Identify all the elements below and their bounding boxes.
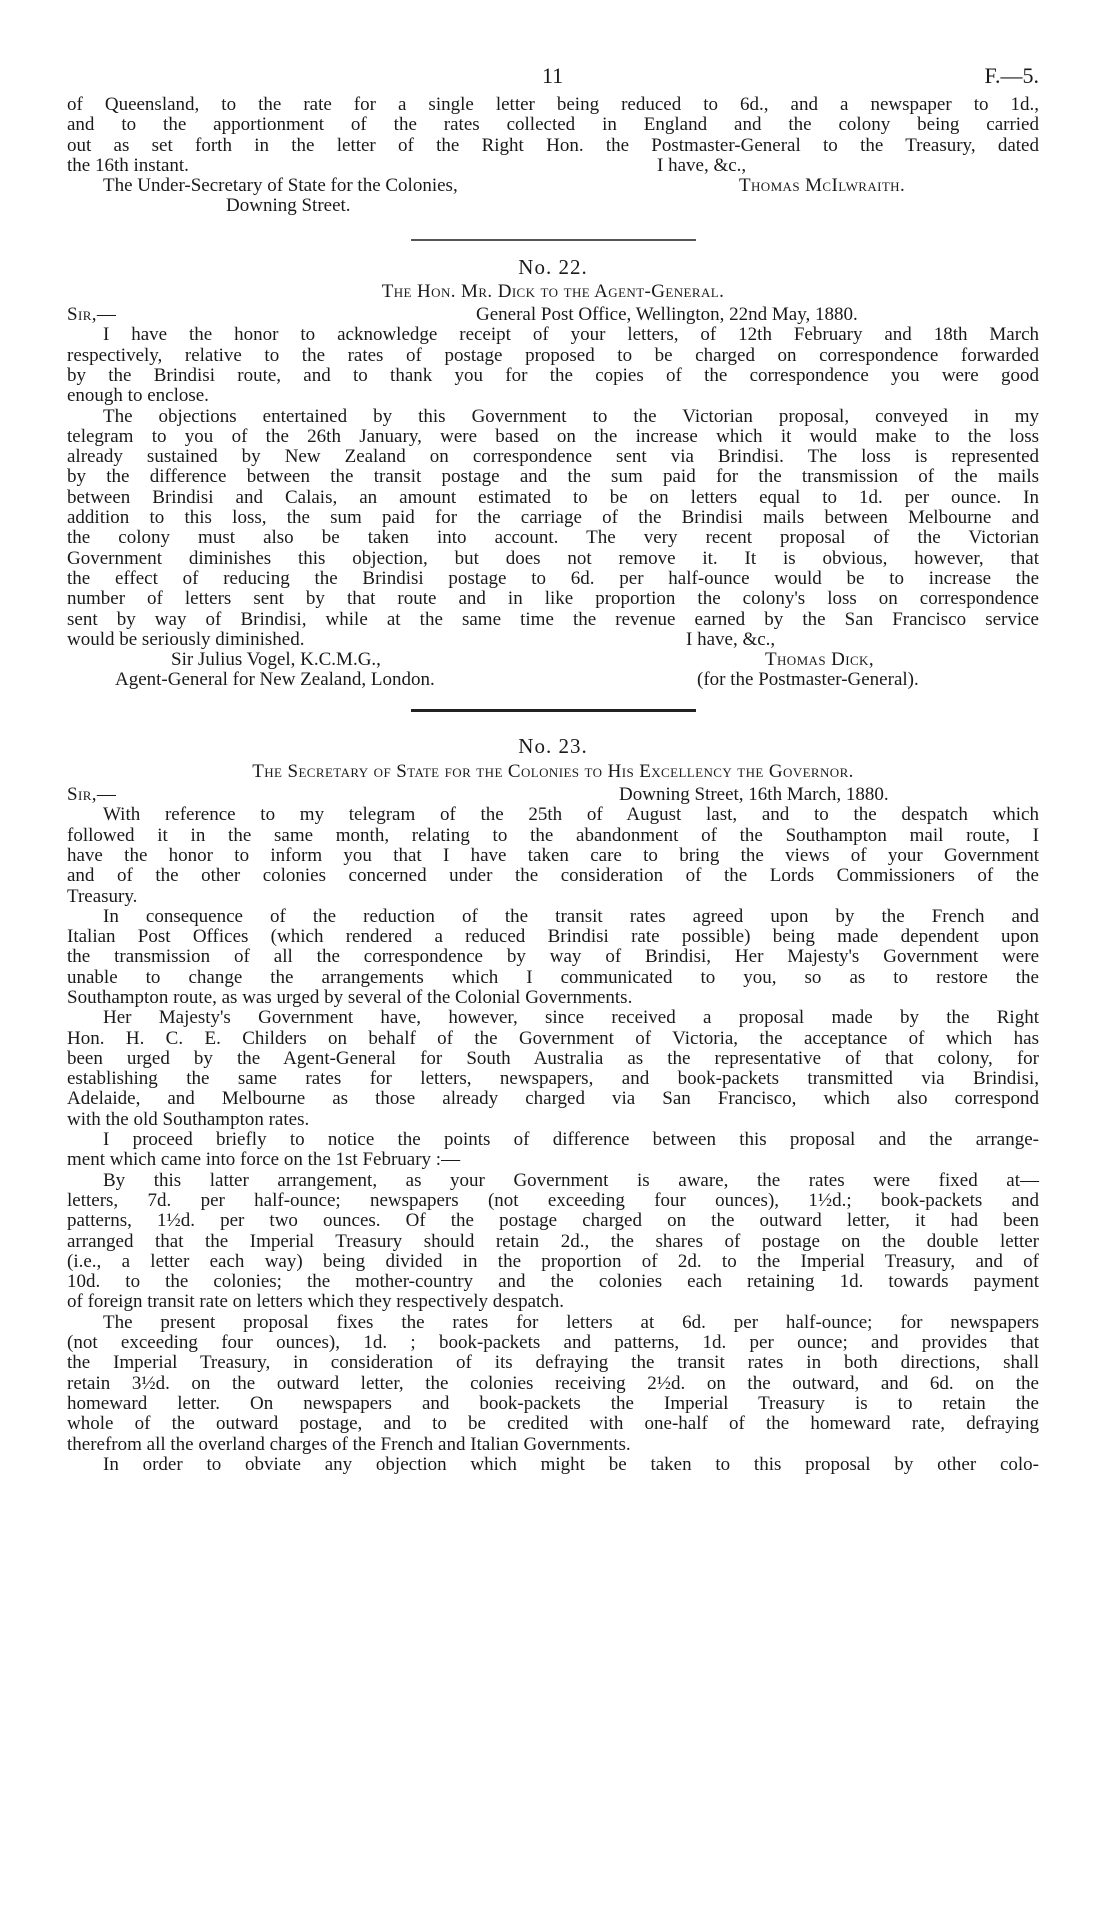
closing-formula: I have, &c., [686, 628, 776, 650]
text-line: followed it in the same month, relating to the abandonment of the Southampton mail route, I [67, 824, 1039, 846]
text-line: addition to this loss, the sum paid for the carriage of the Brindisi mails between Melbourne and [67, 507, 1039, 529]
text-line: The objections entertained by this Government to the Victorian proposal, conveyed in my [103, 405, 1039, 427]
text-line: number of letters sent by that route and in like proportion the colony's loss on correspondence [67, 588, 1039, 610]
text-line: Italian Post Offices (which rendered a reduced Brindisi rate possible) being made dependent upon [67, 926, 1039, 948]
section-divider [411, 709, 696, 712]
text-line: 10d. to the colonies; the mother-country and the colonies each retaining 1d. towards payment [67, 1271, 1039, 1293]
section-divider [411, 239, 696, 241]
text-line: out as set forth in the letter of the Right Hon. the Postmaster-General to the Treasury, dated [67, 134, 1039, 156]
salutation: Sir,— [67, 304, 117, 326]
text-line: I have the honor to acknowledge receipt of your letters, of 12th February and 18th March [103, 324, 1039, 346]
text-line: the 16th instant. [67, 154, 189, 176]
text-line: would be seriously diminished. [67, 628, 305, 650]
address-row [67, 670, 1039, 690]
text-line: Her Majesty's Government have, however, since received a proposal made by the Right [103, 1007, 1039, 1029]
text-line: In consequence of the reduction of the transit rates agreed upon by the French and [103, 905, 1039, 927]
signatory-capacity: (for the Postmaster-General). [697, 669, 919, 691]
text-line: by the Brindisi route, and to thank you for the copies of the correspondence you were good [67, 364, 1039, 386]
page-content [67, 55, 1039, 1475]
text-line: the transmission of all the correspondence by way of Brindisi, Her Majesty's Government were [67, 946, 1039, 968]
text-line: arranged that the Imperial Treasury should retain 2d., the shares of postage on the double letter [67, 1230, 1039, 1252]
page-number: 11 [542, 63, 564, 88]
closing-row [67, 156, 1039, 176]
text-line: letters, 7d. per half-ounce; newspapers (not exceeding four ounces), 1½d.; book-packets and [67, 1189, 1039, 1211]
text-line: Government diminishes this objection, but does not remove it. It is obvious, however, that [67, 547, 1039, 569]
text-line: establishing the same rates for letters, newspapers, and book-packets transmitted via Brindisi, [67, 1068, 1039, 1090]
text-line: patterns, 1½d. per two ounces. Of the postage charged on the outward letter, it had been [67, 1210, 1039, 1232]
text-line: retain 3½d. on the outward letter, the colonies receiving 2½d. on the outward, and 6d. on the [67, 1372, 1039, 1394]
text-line: and of the other colonies concerned under the consideration of the Lords Commissioners of the [67, 865, 1039, 887]
text-line: of foreign transit rate on letters which they respectively despatch. [67, 1291, 564, 1313]
text-line: the colony must also be taken into account. The very recent proposal of the Victorian [67, 527, 1039, 549]
text-line: and to the apportionment of the rates collected in England and the colony being carried [67, 114, 1039, 136]
text-line: between Brindisi and Calais, an amount estimated to be on letters equal to 1d. per ounce. In [67, 486, 1039, 508]
page-header [67, 55, 1039, 93]
signatory: Thomas McIlwraith. [739, 175, 906, 197]
text-line: unable to change the arrangements which I communicated to you, so as to restore the [67, 966, 1039, 988]
text-line: whole of the outward postage, and to be credited with one-half of the homeward rate, defraying [67, 1413, 1039, 1435]
letter-number: No. 23. [518, 733, 588, 758]
continuation-letter [67, 95, 1039, 217]
text-line: homeward letter. On newspapers and book-packets the Imperial Treasury is to retain the [67, 1392, 1039, 1414]
text-line: respectively, relative to the rates of postage proposed to be charged on correspondence forwarded [67, 344, 1039, 366]
text-line: (i.e., a letter each way) being divided in the proportion of 2d. to the Imperial Treasury, and of [67, 1250, 1039, 1272]
text-line: have the honor to inform you that I have taken care to bring the views of your Government [67, 844, 1039, 866]
letter-no-22 [67, 255, 1039, 691]
text-line: sent by way of Brindisi, while at the same time the revenue earned by the San Francisco service [67, 608, 1039, 630]
letter-heading: The Hon. Mr. Dick to the Agent-General. [381, 280, 725, 302]
text-line: been urged by the Agent-General for South Australia as the representative of that colony, for [67, 1047, 1039, 1069]
text-line: Hon. H. C. E. Childers on behalf of the Government of Victoria, the acceptance of which has [67, 1027, 1039, 1049]
text-line: Treasury. [67, 885, 138, 907]
text-line: the Imperial Treasury, in consideration of its defraying the transit rates in both directions, shall [67, 1352, 1039, 1374]
text-line: already sustained by New Zealand on correspondence sent via Brindisi. The loss is represented [67, 446, 1039, 468]
text-line: with the old Southampton rates. [67, 1108, 310, 1130]
text-line: therefrom all the overland charges of the French and Italian Governments. [67, 1433, 631, 1455]
text-line: the effect of reducing the Brindisi postage to 6d. per half-ounce would be to increase the [67, 567, 1039, 589]
addressee: The Under-Secretary of State for the Colonies, [103, 175, 458, 197]
place-and-date: Downing Street, 16th March, 1880. [619, 784, 889, 806]
text-line: by the difference between the transit postage and the sum paid for the transmission of the mails [67, 466, 1039, 488]
text-line: Southampton route, as was urged by several of the Colonial Governments. [67, 986, 633, 1008]
text-line: In order to obviate any objection which might be taken to this proposal by other colo- [103, 1453, 1039, 1475]
text-line: By this latter arrangement, as your Government is aware, the rates were fixed at— [103, 1169, 1039, 1191]
text-line: of Queensland, to the rate for a single letter being reduced to 6d., and a newspaper to 1d., [67, 94, 1039, 115]
text-line: enough to enclose. [67, 385, 209, 407]
letter-number: No. 22. [518, 254, 588, 279]
salutation-row [67, 305, 1039, 325]
text-line: ment which came into force on the 1st February :— [67, 1149, 461, 1171]
signature-row [67, 176, 1039, 196]
addressee-location: Downing Street. [226, 195, 351, 217]
salutation: Sir,— [67, 784, 117, 806]
address-row [67, 196, 1039, 216]
place-and-date: General Post Office, Wellington, 22nd May, 1880. [476, 304, 858, 326]
text-line: The present proposal fixes the rates for letters at 6d. per half-ounce; for newspapers [103, 1311, 1039, 1333]
addressee-location: Agent-General for New Zealand, London. [115, 669, 435, 691]
letter-heading: The Secretary of State for the Colonies to His Excellency the Governor. [252, 760, 854, 782]
text-line: (not exceeding four ounces), 1d. ; book-packets and patterns, 1d. per ounce; and provides that [67, 1332, 1039, 1354]
text-line: telegram to you of the 26th January, were based on the increase which it would make to the loss [67, 425, 1039, 447]
signatory: Thomas Dick, [765, 649, 874, 671]
section-reference: F.—5. [984, 63, 1039, 88]
text-line: With reference to my telegram of the 25th of August last, and to the despatch which [103, 804, 1039, 826]
addressee: Sir Julius Vogel, K.C.M.G., [171, 649, 381, 671]
salutation-row [67, 785, 1039, 805]
closing-formula: I have, &c., [657, 154, 747, 176]
text-line: Adelaide, and Melbourne as those already charged via San Francisco, which also correspond [67, 1088, 1039, 1110]
text-line: I proceed briefly to notice the points of difference between this proposal and the arrange- [103, 1129, 1039, 1151]
closing-row [67, 630, 1039, 650]
signature-row [67, 650, 1039, 670]
letter-no-23 [67, 734, 1039, 1475]
